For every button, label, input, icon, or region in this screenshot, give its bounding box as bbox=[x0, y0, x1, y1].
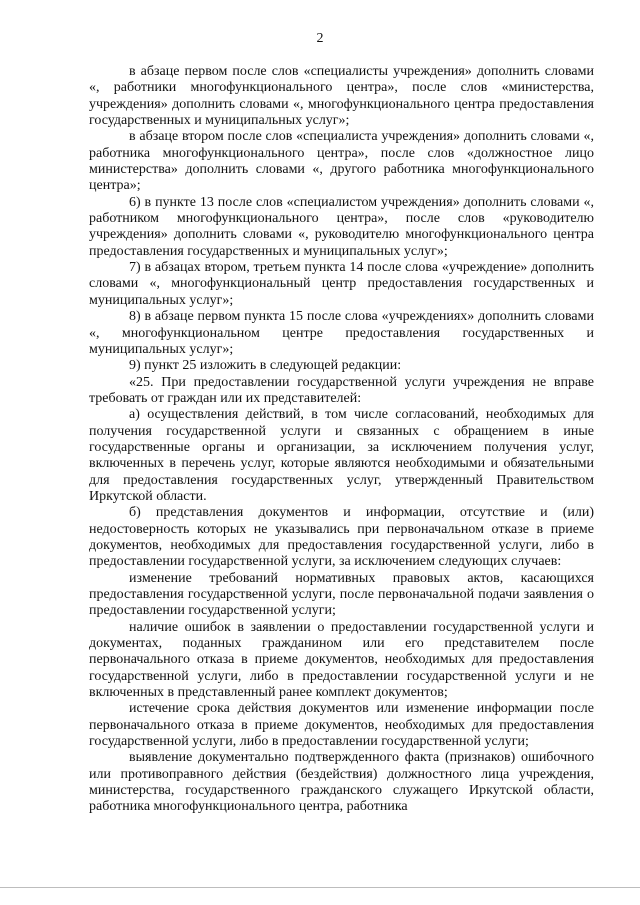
paragraph-3: 6) в пункте 13 после слов «специалистом учреждения» дополнить словами «, работником многофункционального центра», после слов «руководителю учреждения» дополнить словами «, руководителю многофункционального центра предоставления государственных и муниципальных услуг»; bbox=[89, 194, 594, 259]
paragraph-12: истечение срока действия документов или изменение информации после первоначального отказа в приеме документов, необходимых для предоставления государственной услуги, либо в предоставлении государственной услуги; bbox=[89, 701, 594, 750]
paragraph-2: в абзаце втором после слов «специалиста учреждения» дополнить словами «, работника многофункционального центра», после слов «должностное лицо министерства» дополнить словами «, другого работника многофункционального центра»; bbox=[89, 129, 594, 194]
paragraph-1: в абзаце первом после слов «специалисты учреждения» дополнить словами «, работники многофункционального центра», после слов «министерства, учреждения» дополнить словами «, многофункционального центра предоставления государственных и муниципальных услуг»; bbox=[89, 64, 594, 129]
paragraph-8: а) осуществления действий, в том числе согласований, необходимых для получения государственной услуги и связанных с обращением в иные государственные органы и организации, за исключением получения услуг, включенных в перечень услуг, которые являются необходимыми и обязательными для предоставления государственных услуг, утвержденный Правительством Иркутской области. bbox=[89, 407, 594, 504]
paragraph-6: 9) пункт 25 изложить в следующей редакции: bbox=[129, 358, 402, 374]
page-number: 2 bbox=[316, 31, 324, 46]
paragraph-13: выявление документально подтвержденного факта (признаков) ошибочного или противоправного действия (бездействия) должностного лица учреждения, министерства, государственного гражданского служащего Иркутской области, работника многофункционального центра, работника bbox=[89, 750, 594, 815]
paragraph-4: 7) в абзацах втором, третьем пункта 14 после слова «учреждение» дополнить словами «, многофункциональный центр предоставления государственных и муниципальных услуг»; bbox=[89, 260, 594, 308]
paragraph-11: наличие ошибок в заявлении о предоставлении государственной услуги и документах, поданных гражданином или его представителем после первоначального отказа в приеме документов, необходимых для предоставления государственной услуги, либо в предоставлении государственной услуги и не включенных в представленный ранее комплект документов; bbox=[89, 619, 594, 701]
paragraph-10: изменение требований нормативных правовых актов, касающихся предоставления государственной услуги, после первоначальной подачи заявления о предоставлении государственной услуги; bbox=[89, 570, 594, 619]
document-body bbox=[89, 64, 594, 816]
page-bottom-edge bbox=[0, 887, 640, 888]
paragraph-9: б) представления документов и информации, отсутствие и (или) недостоверность которых не указывались при первоначальном отказе в приеме документов, необходимых для предоставления государственной услуги, либо в предоставлении государственной услуги, за исключением следующих случаев: bbox=[89, 505, 594, 570]
paragraph-5: 8) в абзаце первом пункта 15 после слова «учреждениях» дополнить словами «, многофункциональном центре предоставления государственных и муниципальных услуг»; bbox=[89, 309, 594, 357]
paragraph-7: «25. При предоставлении государственной услуги учреждения не вправе требовать от граждан или их представителей: bbox=[89, 374, 594, 406]
